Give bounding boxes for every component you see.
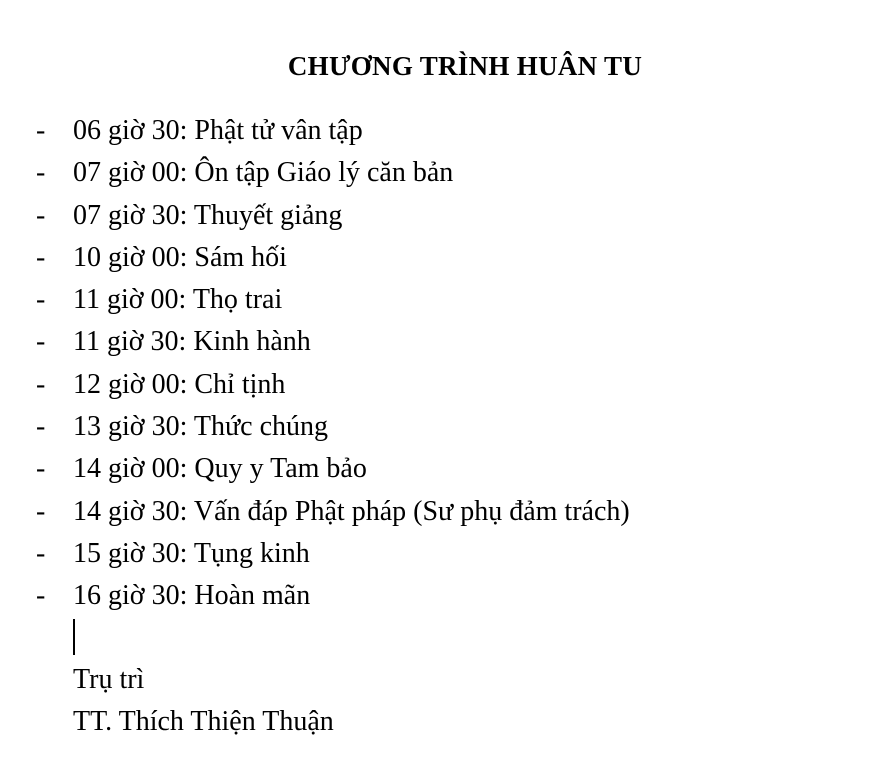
bullet-dash: -	[36, 495, 46, 527]
bullet-dash: -	[36, 411, 46, 443]
schedule-item-text: 13 giờ 30: Thức chúng	[73, 411, 328, 443]
bullet-dash: -	[36, 284, 46, 316]
bullet-dash: -	[36, 368, 46, 400]
schedule-item-text: 11 giờ 30: Kinh hành	[73, 326, 311, 358]
bullet-dash: -	[36, 453, 46, 485]
signature-name: TT. Thích Thiện Thuận	[73, 706, 334, 737]
schedule-item-text: 14 giờ 30: Vấn đáp Phật pháp (Sư phụ đảm trách)	[73, 495, 630, 527]
bullet-dash: -	[36, 115, 46, 146]
schedule-item-text: 15 giờ 30: Tụng kinh	[73, 537, 310, 569]
text-cursor	[73, 619, 75, 655]
schedule-item-text: 07 giờ 00: Ôn tập Giáo lý căn bản	[73, 157, 454, 189]
bullet-dash: -	[36, 199, 46, 231]
schedule-item-text: 11 giờ 00: Thọ trai	[73, 284, 283, 316]
bullet-dash: -	[36, 537, 46, 569]
bullet-dash: -	[36, 157, 46, 189]
schedule-item-text: 10 giờ 00: Sám hối	[73, 241, 287, 273]
schedule-item-text: 16 giờ 30: Hoàn mãn	[73, 580, 311, 612]
bullet-dash: -	[36, 326, 46, 358]
schedule-item-text: 14 giờ 00: Quy y Tam bảo	[73, 453, 367, 485]
schedule-item-text: 06 giờ 30: Phật tử vân tập	[73, 115, 363, 146]
schedule-item-text: 12 giờ 00: Chỉ tịnh	[73, 368, 286, 400]
bullet-dash: -	[36, 580, 46, 612]
document-title: CHƯƠNG TRÌNH HUÂN TU	[287, 51, 643, 81]
signature-role: Trụ trì	[73, 664, 145, 695]
schedule-item-text: 07 giờ 30: Thuyết giảng	[73, 199, 343, 231]
bullet-dash: -	[36, 241, 46, 273]
